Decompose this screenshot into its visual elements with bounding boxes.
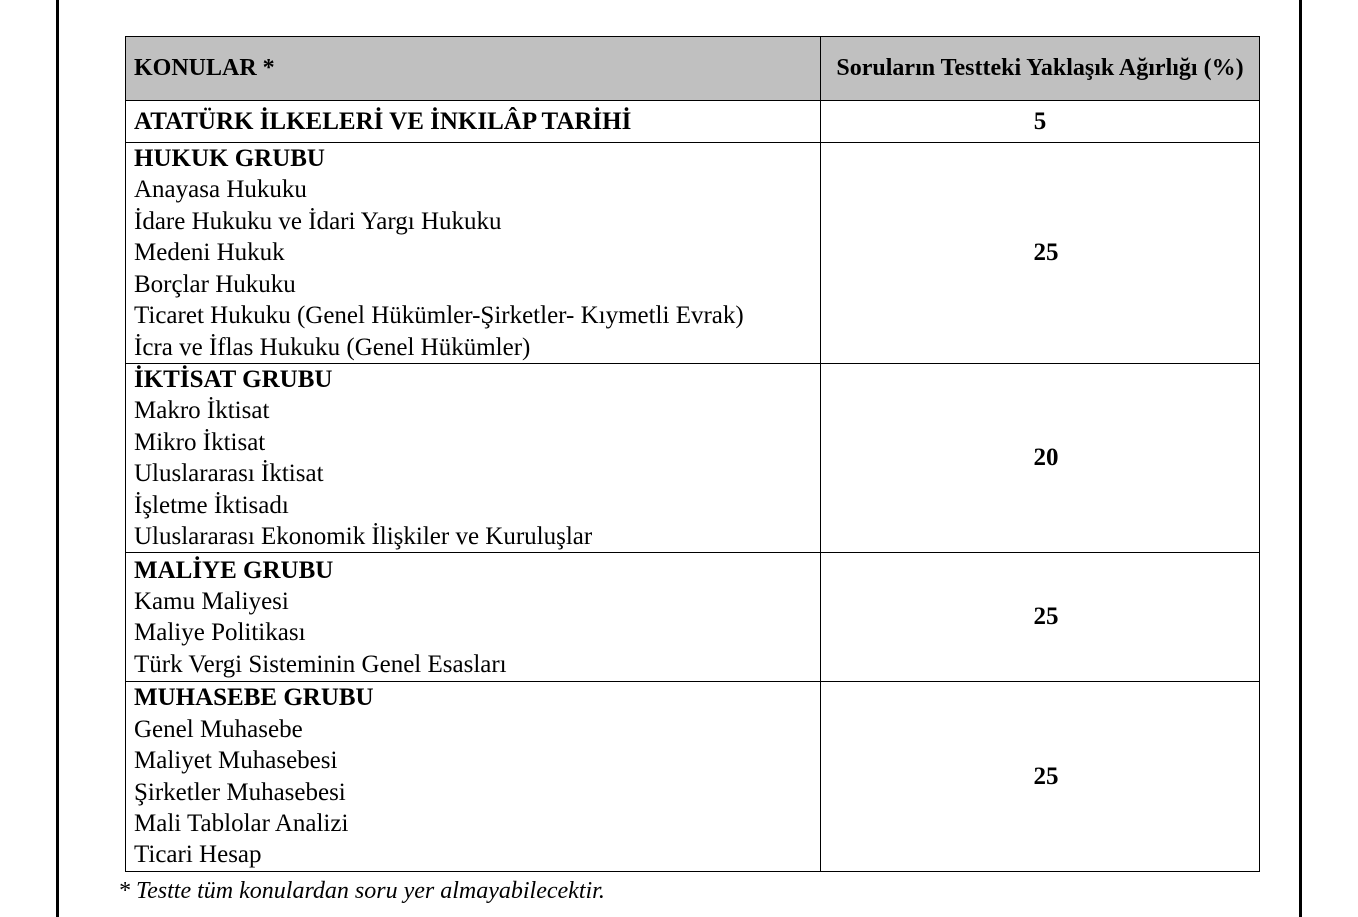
weight-value: 20: [1033, 444, 1059, 472]
footnote: * Testte tüm konulardan soru yer almayabilecektir.: [118, 878, 605, 904]
ataturk-weight: [821, 101, 1260, 143]
subject-item: İcra ve İflas Hukuku (Genel Hükümler): [134, 333, 531, 361]
subject-item: Genel Muhasebe: [134, 715, 303, 743]
weight-value: 5: [1033, 107, 1047, 135]
table-row: [126, 143, 1260, 364]
group-title: MUHASEBE GRUBU: [134, 684, 374, 712]
ataturk-topic: ATATÜRK İLKELERİ VE İNKILÂP TARİHİ: [126, 101, 821, 143]
subject-item: Uluslararası Ekonomik İlişkiler ve Kuruluşlar: [134, 523, 593, 551]
subject-item: Medeni Hukuk: [134, 239, 285, 267]
table-row: [126, 364, 1260, 553]
table-row: [126, 553, 1260, 682]
page-border-right: [1299, 0, 1302, 917]
subject-item: Şirketler Muhasebesi: [134, 778, 346, 806]
group-title: İKTİSAT GRUBU: [134, 366, 333, 393]
subject-item: Maliye Politikası: [134, 619, 306, 647]
subject-item: Ticaret Hukuku (Genel Hükümler-Şirketler- Kıymetli Evrak): [134, 302, 744, 330]
subject-item: Mali Tablolar Analizi: [134, 810, 349, 838]
subject-item: Uluslararası İktisat: [134, 460, 324, 488]
subject-item: Borçlar Hukuku: [134, 270, 296, 298]
subject-item: İdare Hukuku ve İdari Yargı Hukuku: [134, 207, 502, 235]
weight-value: 25: [1033, 239, 1059, 266]
group-title: MALİYE GRUBU: [134, 556, 334, 584]
table-row: [126, 101, 1260, 143]
hukuk-group-cell: [126, 143, 821, 364]
subject-item: Kamu Maliyesi: [134, 588, 289, 616]
page-border-left: [56, 0, 59, 917]
subject-item: İşletme İktisadı: [134, 491, 289, 519]
weight-value: 25: [1033, 603, 1059, 631]
subject-item: Mikro İktisat: [134, 428, 266, 456]
maliye-weight: [821, 553, 1260, 682]
iktisat-weight: [821, 364, 1260, 553]
table-header-row: [126, 37, 1260, 101]
subject-item: Maliyet Muhasebesi: [134, 747, 338, 775]
group-title: HUKUK GRUBU: [134, 145, 325, 173]
maliye-group-cell: [126, 553, 821, 682]
iktisat-group-cell: [126, 364, 821, 553]
topic-weight-table: [125, 36, 1260, 872]
header-weight: Soruların Testteki Yaklaşık Ağırlığı (%): [821, 37, 1260, 101]
table-row: [126, 682, 1260, 871]
header-topic: KONULAR *: [126, 37, 821, 101]
subject-item: Makro İktisat: [134, 397, 270, 425]
muhasebe-group-cell: [126, 682, 821, 871]
hukuk-weight: [821, 143, 1260, 364]
weight-value: 25: [1033, 762, 1059, 790]
subject-item: Ticari Hesap: [134, 841, 262, 869]
muhasebe-weight: [821, 682, 1260, 871]
subject-item: Anayasa Hukuku: [134, 176, 307, 204]
subject-item: Türk Vergi Sisteminin Genel Esasları: [134, 650, 507, 678]
